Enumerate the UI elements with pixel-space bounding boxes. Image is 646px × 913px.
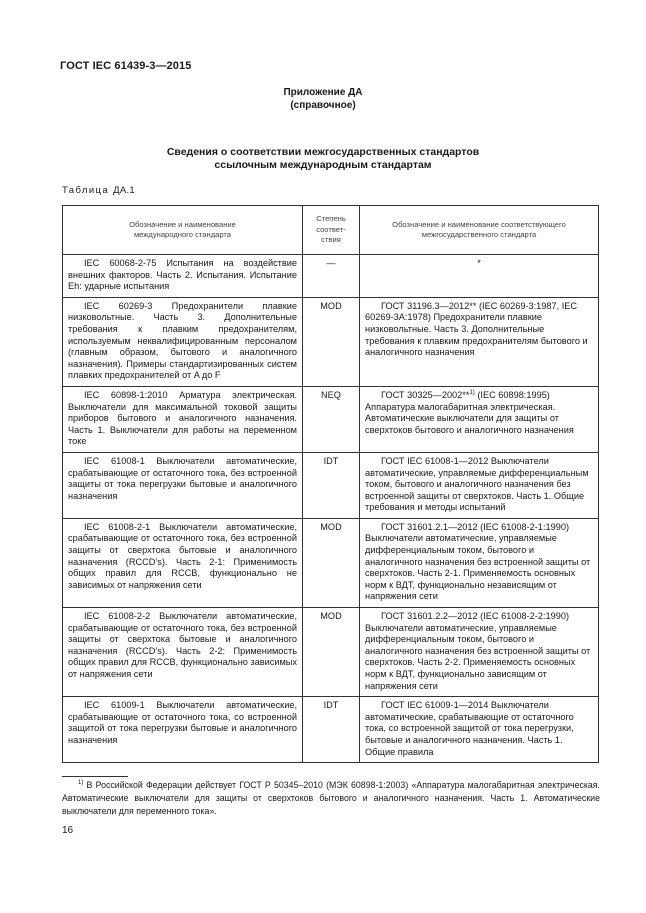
gost-standard-cell <box>360 297 599 386</box>
table-row <box>63 697 599 763</box>
footnote-ref: 1) <box>469 389 475 396</box>
gost-standard-cell <box>360 518 599 607</box>
degree-cell: MOD <box>303 297 360 386</box>
table-row <box>63 255 599 298</box>
gost-standard-text: ГОСТ 31601.2.2—2012 (IEC 61008-2-2:1990) Выключатели автоматические, управляемые дифференциальным током, бытового и аналогичного назначения без встроенной защиты от сверхтоков. Часть 2-2. Применяемость основных норм к ВДТ, функционально зависящим от напряжения сети <box>365 611 591 691</box>
annex-heading <box>0 86 646 112</box>
standards-table <box>62 205 599 763</box>
gost-standard-cell <box>360 386 599 452</box>
footnote-marker: 1) <box>78 780 84 787</box>
intl-standard-text: IEC 60269-3 Предохранители плавкие низковольтные. Часть 3. Дополнительные требования к плавким предохранителям, используемым неквалифицированным персоналом (главным образом, бытового и аналогичного назначения). Примеры стандартизированных систем плавких предохранителей от A до F <box>68 300 297 381</box>
intl-standard-text: IEC 61009-1 Выключатели автоматические, срабатывающие от остаточного тока, со встроенной защитой от тока перегрузки бытовые и аналогичного назначения <box>68 700 297 745</box>
gost-standard-cell <box>360 608 599 697</box>
section-title-line1: Сведения о соответствии межгосударственных стандартов <box>166 146 480 158</box>
intl-standard-cell <box>63 297 303 386</box>
annex-subtitle: (справочное) <box>290 100 356 111</box>
degree-cell: IDT <box>303 452 360 518</box>
gost-standard-text: ГОСТ 31601.2.1—2012 (IEC 61008-2-1:1990) Выключатели автоматические, управляемые дифференциальным током, бытового и аналогичного назначения без встроенной защиты от сверхтоков. Часть 2-1. Применяемость основных норм к ВДТ, функционально независящим от напряжения сети <box>365 521 591 602</box>
table-row <box>63 297 599 386</box>
header-gost-line2: межгосударственного стандарта <box>421 230 537 239</box>
header-gost-standard <box>360 206 599 255</box>
table-row <box>63 386 599 452</box>
intl-standard-cell <box>63 697 303 763</box>
gost-standard-cell <box>360 697 599 763</box>
table-row <box>63 518 599 607</box>
page-number: 16 <box>62 825 74 836</box>
footnote <box>62 779 600 818</box>
section-title <box>0 146 646 172</box>
table-row <box>63 608 599 697</box>
gost-standard-text: ГОСТ IEC 61008-1—2012 Выключатели автоматические, управляемые дифференциальным током, бытового и аналогичного назначения без встроенной защиты от сверхтоков. Часть 1. Общие требования и методы испытаний <box>365 455 589 513</box>
header-degree-line2: соответ- <box>316 224 346 234</box>
footnote-divider <box>62 776 128 777</box>
degree-cell: MOD <box>303 518 360 607</box>
degree-cell: — <box>303 255 360 298</box>
header-intl-line1: Обозначение и наименование <box>129 219 236 229</box>
header-intl-line2: международного стандарта <box>133 230 232 239</box>
table-header-row <box>63 206 599 255</box>
intl-standard-text: IEC 61008-2-1 Выключатели автоматические, срабатывающие от остаточного тока, без встроенной защиты от сверхтока бытовые и аналогичного назначения (RCCD’s). Часть 2-1: Применимость общих правил для RCCB, функционально не зависимых от напряжения сети <box>68 521 297 590</box>
footnote-text: В Российской Федерации действует ГОСТ Р 50345–2010 (МЭК 60898-1:2003) «Аппаратура малогабаритная электрическая. Автоматические выключатели для защиты от сверхтоков бытового и аналогичного назначения. Часть 1. Автоматические выключатели для переменного тока». <box>62 780 600 816</box>
intl-standard-text: IEC 61008-2-2 Выключатели автоматические, срабатывающие от остаточного тока, без встроенной защиты от сверхтока бытовые и аналогичного назначения (RCCD’s). Часть 2-2: Применимость общих правил для RCCB, функционально зависимых от напряжения сети <box>68 611 298 679</box>
section-title-line2: ссылочным международным стандартам <box>214 159 432 171</box>
intl-standard-cell <box>63 452 303 518</box>
intl-standard-cell <box>63 255 303 298</box>
table-label-word: Таблица <box>62 185 110 196</box>
annex-title: Приложение ДА <box>283 87 363 98</box>
header-intl-standard <box>63 206 303 255</box>
table-label-number: ДА.1 <box>113 185 136 196</box>
table-row <box>63 452 599 518</box>
header-degree-line1: Степень <box>316 214 346 224</box>
intl-standard-cell <box>63 386 303 452</box>
degree-cell: NEQ <box>303 386 360 452</box>
degree-cell: IDT <box>303 697 360 763</box>
header-degree-line3: ствия <box>321 235 341 245</box>
gost-standard-designation: ГОСТ 30325—2002** <box>381 389 470 400</box>
intl-standard-text: IEC 60898-1:2010 Арматура электрическая. Выключатели для максимальной токовой защиты приборов бытового и аналогичного назначения. Часть 1. Выключатели для работы на переменном токе <box>68 389 297 447</box>
gost-standard-text: ГОСТ IEC 61009-1—2014 Выключатели автоматические, срабатывающие от остаточного тока, со встроенной защитой от тока перегрузки, бытовые и аналогичного назначения. Часть 1. Общие правила <box>365 700 574 757</box>
intl-standard-text: IEC 60068-2-75 Испытания на воздействие внешних факторов. Часть 2. Испытания. Испытание Eh: ударные испытания <box>68 258 297 292</box>
document-id: ГОСТ IEC 61439-3—2015 <box>60 60 192 72</box>
table-label <box>62 185 135 196</box>
header-degree <box>303 206 360 255</box>
intl-standard-cell <box>63 518 303 607</box>
gost-standard-text: ГОСТ 31196.3—2012** (IEC 60269-3:1987, IEC 60269-3A:1978) Предохранители плавкие низковольтные. Часть 3. Дополнительные требования к плавким предохранителям бытового и аналогичного назначения <box>365 300 588 358</box>
gost-standard-cell: * <box>360 255 599 298</box>
gost-standard-text: (IEC 60898:1995) Аппаратура малогабаритная электрическая. Автоматические выключатели для защиты от сверхтоков бытового и аналогичного назначения <box>365 389 574 435</box>
degree-cell: MOD <box>303 608 360 697</box>
intl-standard-text: IEC 61008-1 Выключатели автоматические, срабатывающие от остаточного тока, без встроенной защиты от тока перегрузки бытовые и аналогичного назначения <box>68 455 297 501</box>
header-gost-line1: Обозначение и наименование соответствующего <box>392 219 566 229</box>
gost-standard-cell <box>360 452 599 518</box>
intl-standard-cell <box>63 608 303 697</box>
